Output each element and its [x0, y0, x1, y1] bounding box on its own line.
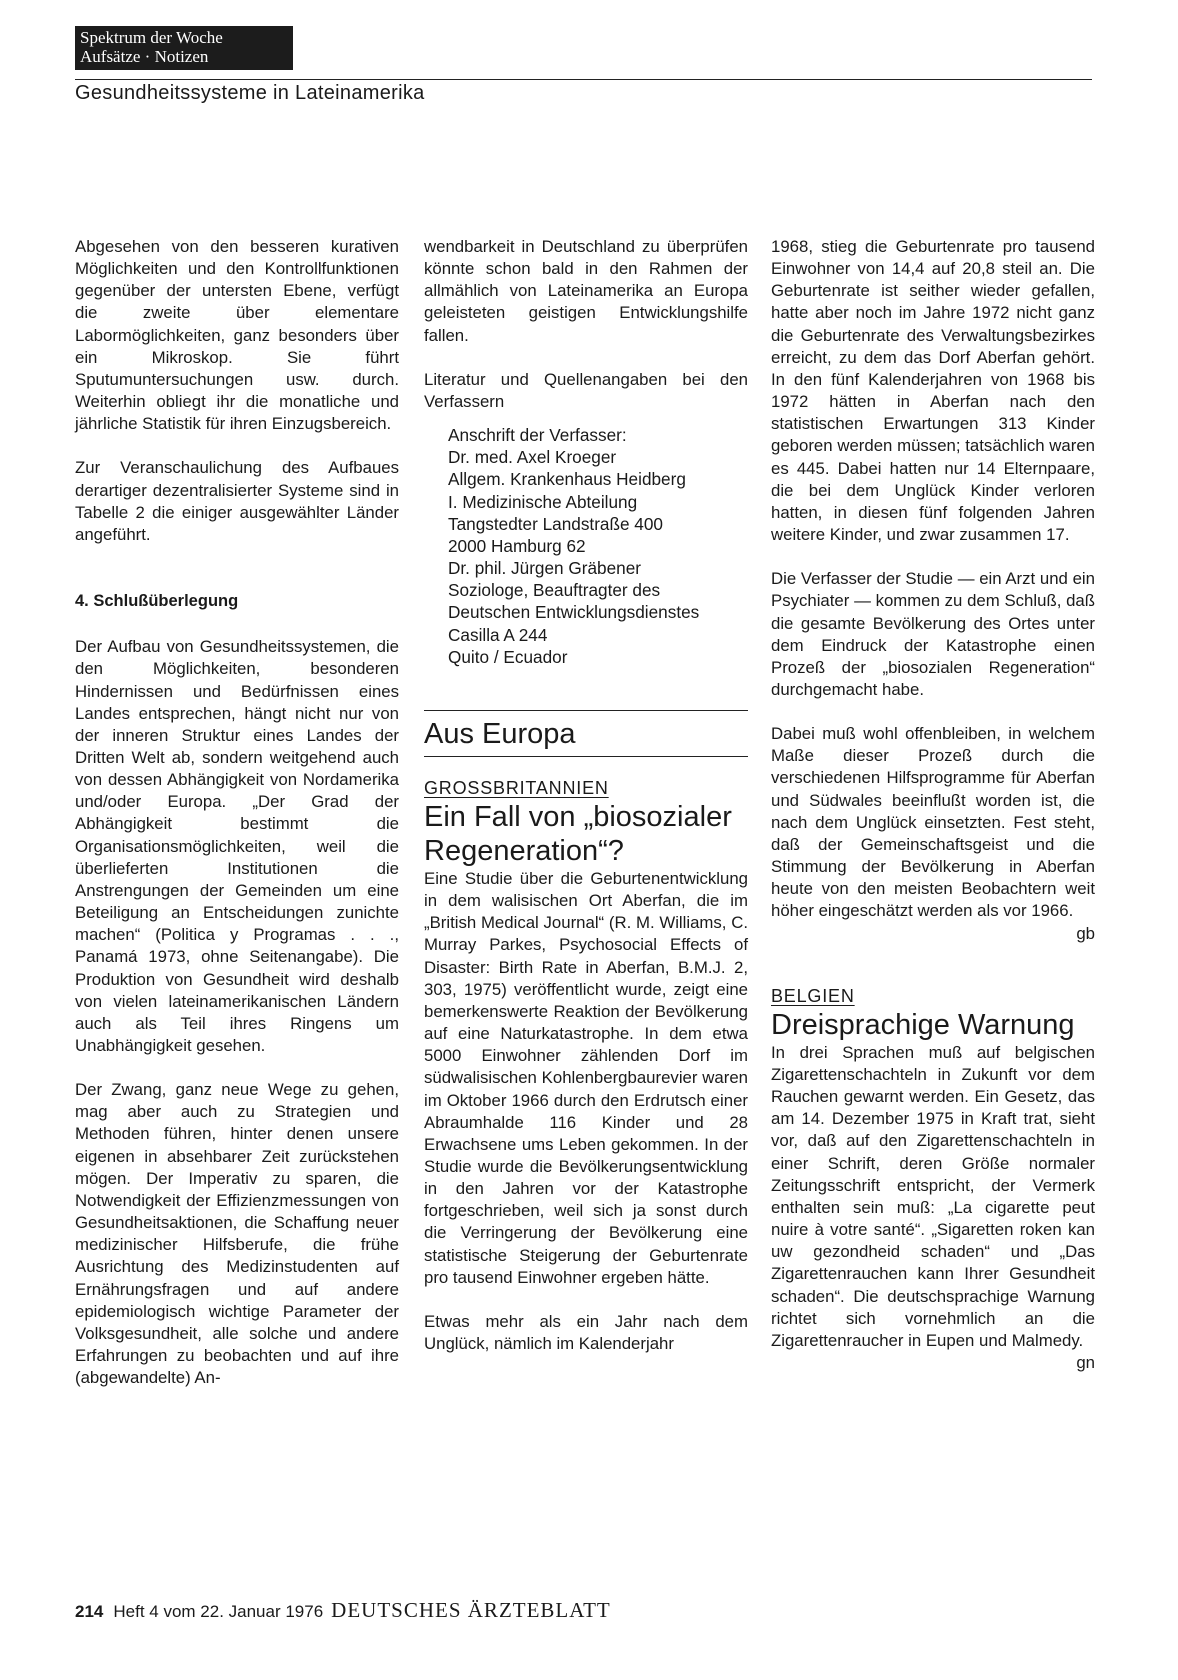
page-footer — [75, 1598, 611, 1623]
section-label-line-2: Aufsätze · Notizen — [80, 47, 209, 66]
section-rule — [424, 756, 748, 757]
paragraph: Abgesehen von den besseren kurativen Möglichkeiten und den Kontrollfunktionen gegenüber der untersten Ebene, verfügt die zweite über elementare Labormöglichkeiten, ganz besonders über ein Mikroskop. Sie führt Sputumuntersuchungen usw. durch. Weiterhin obliegt ihr die monatliche und jährliche Statistik für ihren Einzugsbereich. — [75, 237, 399, 434]
address-line: Dr. med. Axel Kroeger — [448, 447, 617, 468]
address-line: Quito / Ecuador — [448, 646, 568, 667]
section-label-line-1: Spektrum der Woche — [80, 28, 223, 47]
author-initials: gb — [1076, 923, 1095, 943]
section-title: Gesundheitssysteme in Lateinamerika — [75, 82, 425, 104]
paragraph: In drei Sprachen muß auf belgischen Zigarettenschachteln in Zukunft vor dem Rauchen gewarnt werden. Ein Gesetz, das am 14. Dezember 1975 in Kraft trat, sieht vor, daß auf den Zigarettenschachteln in einer Schrift, deren Größe normaler Zeitungsschrift entspricht, der Vermerk enthalten sein muß: „La cigarette peut nuire à votre santé“. „Sigaretten roken kan uw gezondheid schaden“ und „Das Zigarettenrauchen kann Ihrer Gesundheit schaden“. Die deutschsprachige Warnung richtet sich vornehmlich an die Zigarettenraucher in Eupen und Malmedy. — [771, 1042, 1095, 1350]
paragraph: wendbarkeit in Deutschland zu überprüfen könnte schon bald in den Rahmen der allmählich von Lateinamerika an Europa geleisteten geistigen Entwicklungshilfe fallen. — [424, 237, 748, 345]
page-number: 214 — [75, 1602, 104, 1621]
address-line: I. Medizinische Abteilung — [448, 491, 638, 512]
journal-name: DEUTSCHES ÄRZTEBLATT — [331, 1598, 611, 1622]
country-heading — [771, 985, 1095, 1008]
column-1 — [75, 236, 399, 1389]
signoff — [771, 923, 1095, 945]
address-line: Anschrift der Verfasser: — [448, 425, 627, 446]
references-note: Literatur und Quellenangaben bei den Verfassern — [424, 369, 748, 411]
country-label: BELGIEN — [771, 985, 855, 1006]
paragraph: 1968, stieg die Geburtenrate pro tausend Einwohner von 14,4 auf 20,8 steil an. Die Geburtenrate ist seither wieder gefallen, hatte aber noch im Jahre 1972 nicht ganz die Geburtenrate des Verwaltungsbezirkes erreicht, zu dem das Dorf Aberfan gehört. In den fünf Kalenderjahren von 1968 bis 1972 hätten in Aberfan nach den statistischen Erwartungen 313 Kinder geboren werden müssen; tatsächlich waren es 445. Dabei hatten nur 14 Elternpaare, die bei dem Unglück Kinder verloren hatten, in diesen fünf folgenden Jahren weitere Kinder, und zwar zusammen 17. — [771, 237, 1095, 545]
region-heading: Aus Europa — [424, 717, 576, 750]
paragraph: Dabei muß wohl offenbleiben, in welchem Maße dieser Prozeß durch die verschiedenen Hilfsprogramme für Aberfan und Südwales beeinflußt worden ist, die nach dem Unglück einsetzten. Fest steht, daß der Gemeinschaftsgeist und die Stimmung der Bevölkerung in Aberfan heute von den meisten Beobachtern weit höher eingeschätzt werden als vor 1966. — [771, 724, 1095, 921]
paragraph: Der Zwang, ganz neue Wege zu gehen, mag aber auch zu Strategien und Methoden führen, hinter denen unsere eigenen in absehbarer Zeit zurückstehen mögen. Der Imperativ zu sparen, die Notwendigkeit der Effizienzmessungen von Gesundheitsaktionen, die Schaffung neuer medizinischer Hilfsberufe, die frühe Ausrichtung des Medizinstudenten auf Ernährungsfragen und auf andere epidemiologisch wichtige Parameter der Volksgesundheit, alle solche und andere Erfahrungen zu beobachten und auf ihre (abgewandelte) An- — [75, 1080, 399, 1388]
address-line: Allgem. Krankenhaus Heidberg — [448, 469, 686, 490]
signoff — [771, 1352, 1095, 1374]
author-address — [424, 424, 748, 668]
address-line: 2000 Hamburg 62 — [448, 535, 586, 556]
section-label — [75, 26, 293, 70]
paragraph: Etwas mehr als ein Jahr nach dem Unglück, nämlich im Kalenderjahr — [424, 1311, 748, 1354]
address-line: Deutschen Entwicklungsdienstes — [448, 602, 700, 623]
author-initials: gn — [1076, 1353, 1095, 1373]
subheading: 4. Schlußüberlegung — [75, 592, 239, 611]
article-title: Dreisprachige Warnung — [771, 1008, 1075, 1041]
address-line: Tangstedter Landstraße 400 — [448, 513, 663, 534]
paragraph: Eine Studie über die Geburtenentwicklung in dem walisischen Ort Aberfan, die im „British Medical Journal“ (R. M. Williams, C. Murray Parkes, Psychosocial Effects of Disaster: Birth Rate in Aberfan, B.M.J. 2, 303, 1975) veröffentlicht wurde, zeigt eine bemerkenswerte Reaktion der Bevölkerung auf eine Naturkatastrophe. In dem etwa 5000 Einwohner zählenden Dorf im südwalisischen Kohlenbergbaurevier waren im Oktober 1966 durch den Erdrutsch einer Abraumhalde 116 Kinder und 28 Erwachsene ums Leben gekommen. In der Studie wurde die Bevölkerungsentwicklung in den Jahren vor der Katastrophe fortgeschrieben, weil sich ja sonst durch die Verringerung der Bevölkerung eine statistische Steigerung der Geburtenrate pro tausend Einwohner ergeben hätte. — [424, 868, 748, 1287]
section-rule — [424, 710, 748, 711]
address-line: Casilla A 244 — [448, 624, 548, 645]
paragraph: Der Aufbau von Gesundheitssystemen, die den Möglichkeiten, besonderen Hindernissen und Bedürfnissen eines Landes entsprechen, hängt nicht nur von der inneren Struktur eines Landes der Dritten Welt ab, sondern weitgehend auch von dessen Abhängigkeit von Nordamerika und/oder Europa. „Der Grad der Abhängigkeit bestimmt die Organisationsmöglichkeiten, weil die überlieferten Institutionen die Anstrengungen der Gemeinden um eine Beteiligung an Entscheidungen zunichte machen“ (Politica y Programas . . ., Panamá 1973, ohne Seitenangabe). Die Produktion von Gesundheit wird deshalb von vielen lateinamerikanischen Ländern auch als Teil ihres Ringens um Unabhängigkeit gesehen. — [75, 637, 399, 1055]
paragraph: Zur Veranschaulichung des Aufbaues derartiger dezentralisierter Systeme sind in Tabelle 2 die einiger ausgewählter Länder angeführt. — [75, 458, 399, 544]
article-title: Ein Fall von „biosozialer Regeneration“? — [424, 800, 732, 867]
address-line: Soziologe, Beauftragter des — [448, 580, 661, 601]
paragraph: Die Verfasser der Studie — ein Arzt und ein Psychiater — kommen zu dem Schluß, daß die gesamte Bevölkerung des Ortes unter dem Eindruck der Katastrophe einen Prozeß der „biosozialen Regeneration“ durchgemacht habe. — [771, 569, 1095, 699]
column-3 — [771, 236, 1095, 1374]
header-rule — [75, 79, 1092, 80]
issue-info: Heft 4 vom 22. Januar 1976 — [113, 1602, 324, 1621]
country-label: GROSSBRITANNIEN — [424, 777, 609, 798]
column-2 — [424, 236, 748, 1355]
address-line: Dr. phil. Jürgen Gräbener — [448, 558, 641, 579]
country-heading — [424, 777, 748, 800]
